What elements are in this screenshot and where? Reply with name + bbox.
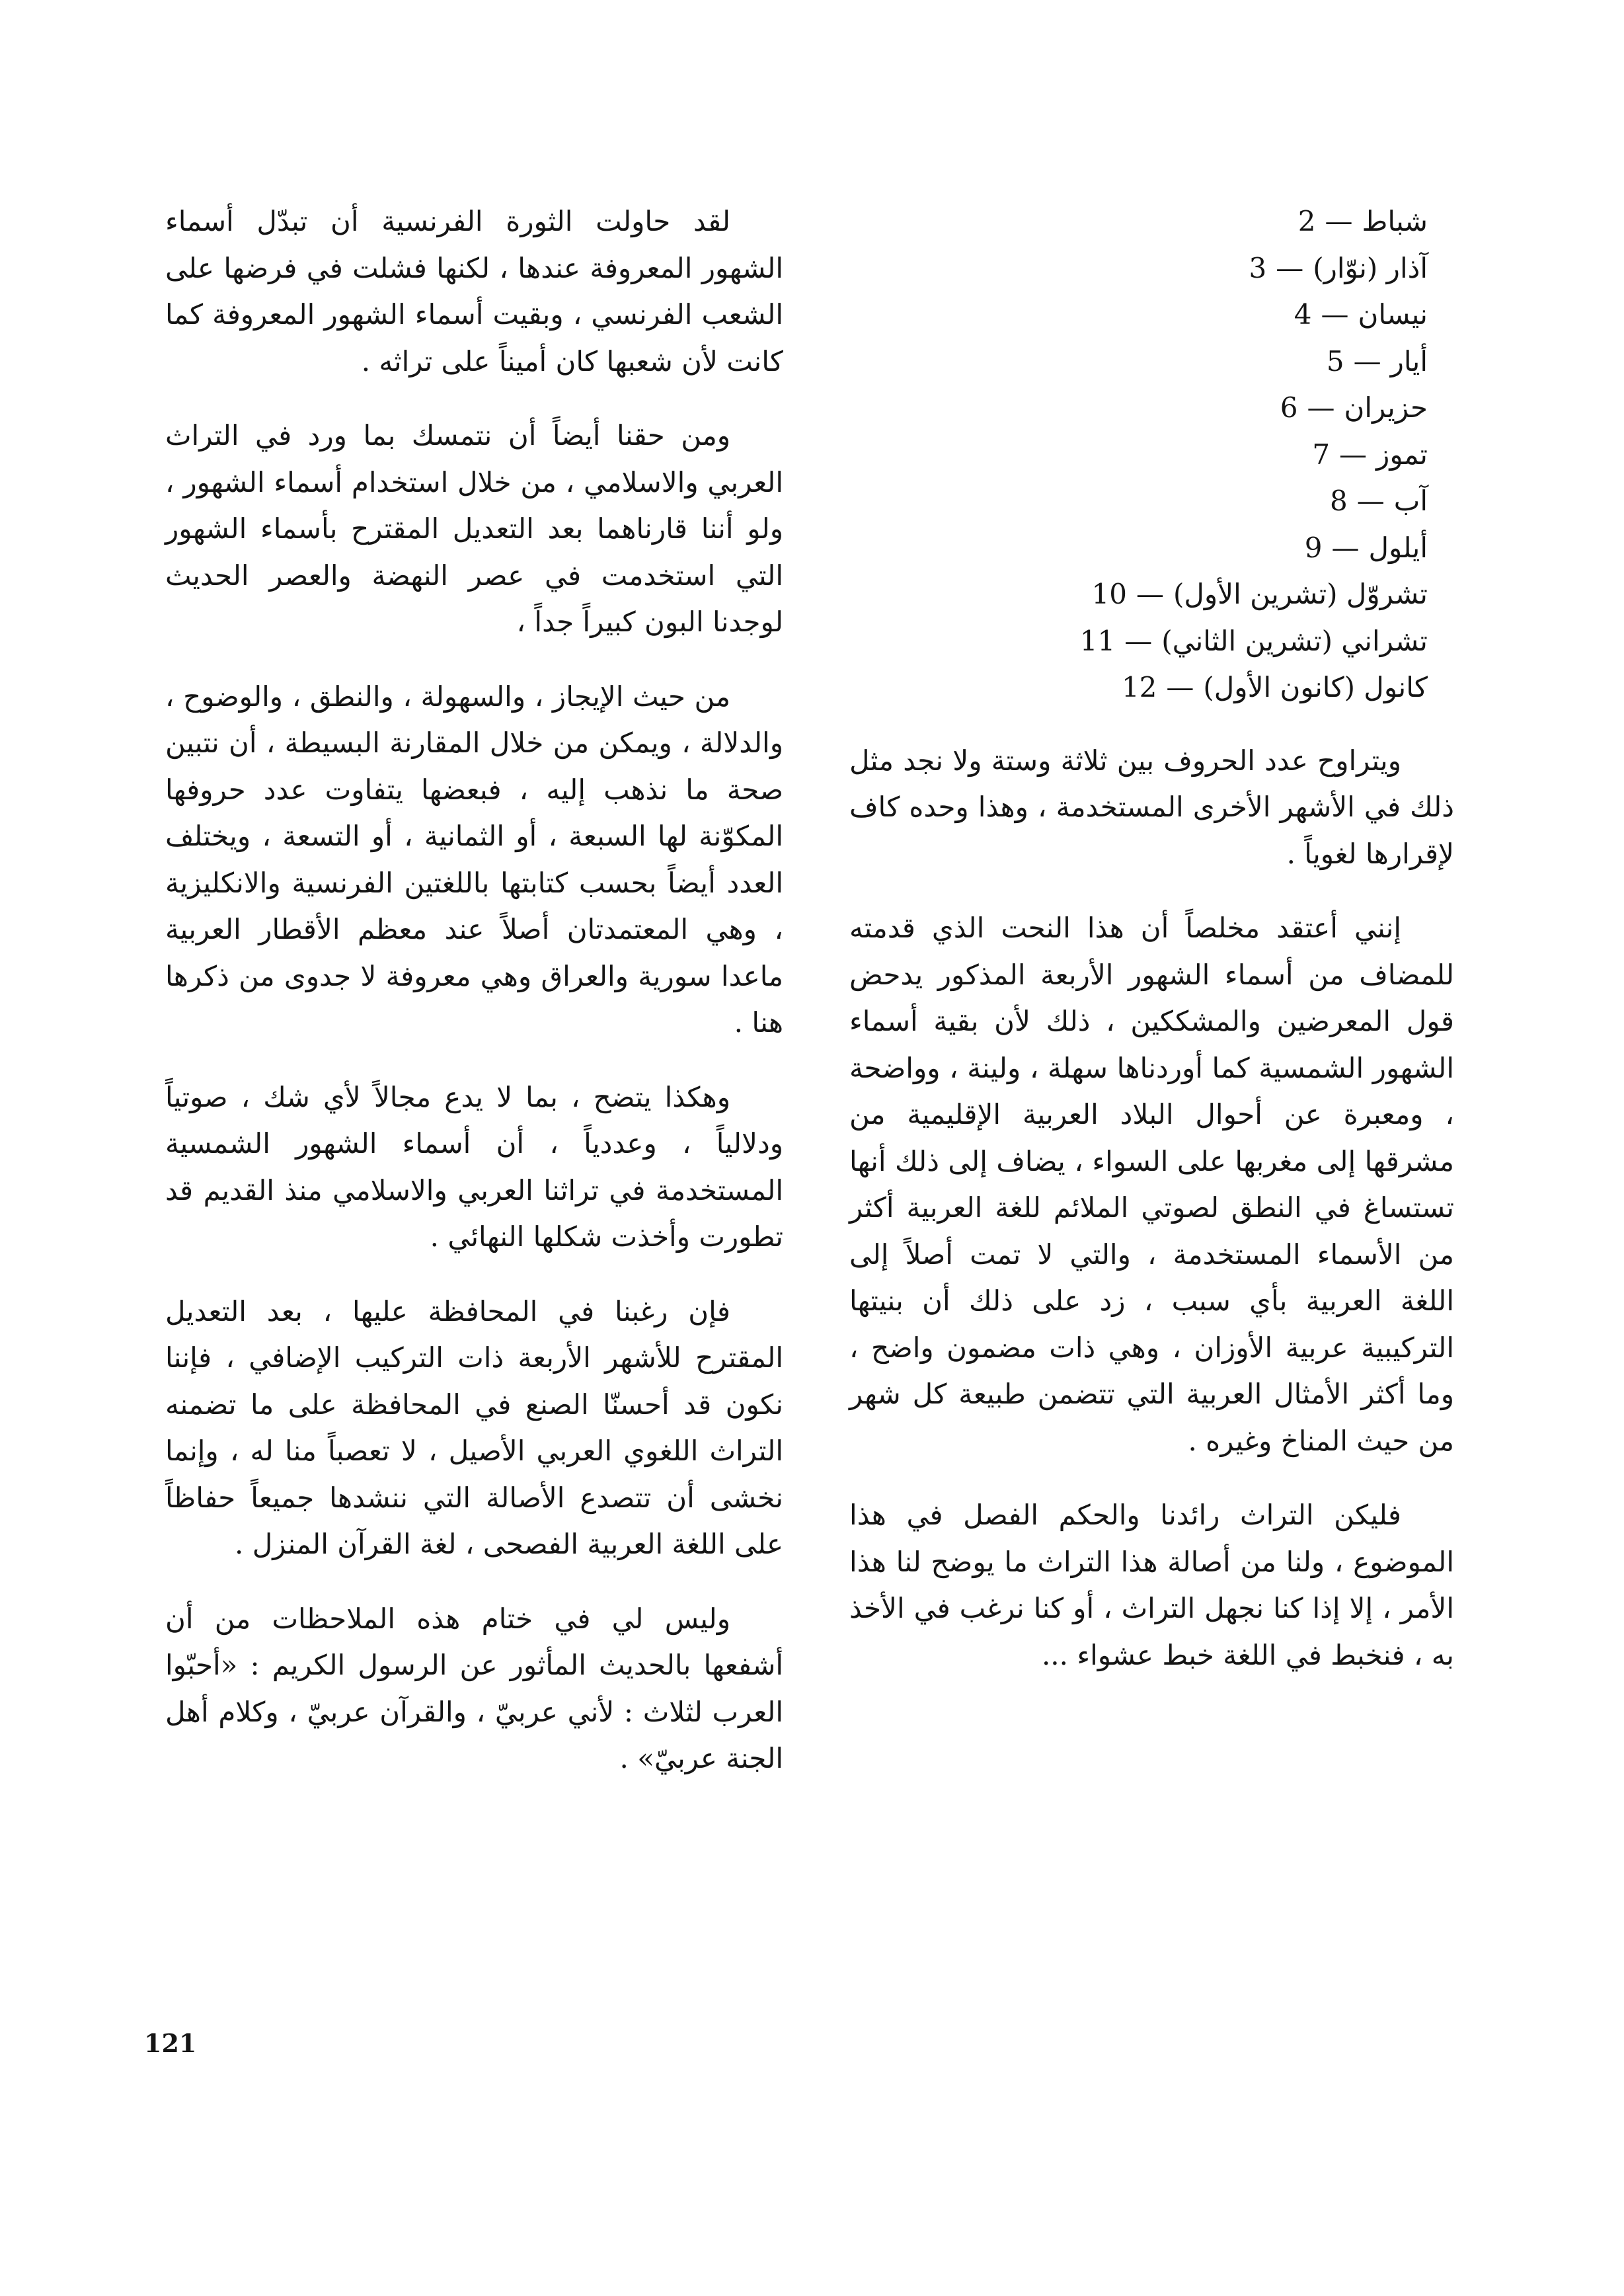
month-dash: — [1325,205,1353,237]
month-dash: — [1136,578,1164,610]
month-number: 8 [1330,485,1348,517]
month-name: حزيران [1344,391,1428,424]
paragraph: إنني أعتقد مخلصاً أن هذا النحت الذي قدمته للمضاف من أسماء الشهور الأربعة المذكور يدحض قول المعرضين والمشككين ، ذلك لأن بقية أسماء الشهور الشمسية كما أوردناها سهلة ، ولينة ، وواضحة ، ومعبرة عن أحوال البلاد العربية الإقليمية من مشرقها إلى مغربها على السواء ، يضاف إلى ذلك أنها تستساغ في النطق لصوتي الملائم للغة العربية أكثر من الأسماء المستخدمة ، والتي لا تمت أصلاً إلى اللغة العربية بأي سبب ، زد على ذلك أن بنيتها التركيبية عربية الأوزان ، وهي ذات مضمون واضح ، وما أكثر الأمثال العربية التي تتضمن طبيعة كل شهر من حيث المناخ وغيره . [849,912,1454,1457]
month-number: 9 [1304,531,1323,564]
month-name: أيار [1390,344,1428,377]
right-column [849,198,1454,1706]
page-number: 121 [144,2028,197,2058]
month-item [849,198,1454,245]
month-number: 7 [1312,438,1331,471]
month-dash: — [1339,438,1368,471]
paragraph: لقد حاولت الثورة الفرنسية أن تبدّل أسماء الشهور المعروفة عندها ، لكنها فشلت في فرضها على الشعب الفرنسي ، وبقيت أسماء الشهور المعروفة كما كانت لأن شعبها كان أميناً على تراثه . [165,205,783,377]
month-name: تموز [1376,438,1428,471]
month-number: 10 [1091,578,1127,610]
month-name: كانول (كانون الأول) [1203,671,1428,703]
paragraph: من حيث الإيجاز ، والسهولة ، والنطق ، والوضوح ، والدلالة ، ويمكن من خلال المقارنة البسيطة ، أن نتبين صحة ما نذهب إليه ، فبعضها يتفاوت عدد حروفها المكوّنة لها السبعة ، أو الثمانية ، أو التسعة ، ويختلف العدد أيضاً بحسب كتابتها باللغتين الفرنسية والانكليزية ، وهي المعتمدتان أصلاً عند معظم الأقطار العربية ماعدا سورية والعراق وهي معروفة لا جدوى من ذكرها هنا . [165,680,783,1039]
month-dash: — [1356,485,1385,517]
month-number: 5 [1326,344,1344,377]
month-name: آذار (نوّار) [1313,251,1428,284]
month-item [849,432,1454,479]
month-number: 11 [1079,624,1116,657]
month-name: شباط [1362,205,1428,237]
month-dash: — [1276,251,1304,284]
month-dash: — [1321,298,1349,331]
paragraph: وليس لي في ختام هذه الملاحظات من أن أشفعها بالحديث المأثور عن الرسول الكريم : «أحبّوا العرب لثلاث : لأني عربيّ ، والقرآن عربيّ ، وكلام أهل الجنة عربيّ» . [165,1602,783,1774]
paragraph: فإن رغبنا في المحافظة عليها ، بعد التعديل المقترح للأشهر الأربعة ذات التركيب الإضافي ، فإننا نكون قد أحسنّا الصنع في المحافظة على ما تضمنه التراث اللغوي العربي الأصيل ، لا تعصباً منا له ، وإنما نخشى أن تتصدع الأصالة التي ننشدها جميعاً حفاظاً على اللغة العربية الفصحى ، لغة القرآن المنزل . [165,1294,783,1560]
month-dash: — [1307,391,1335,424]
month-dash: — [1331,531,1360,564]
month-list [849,198,1454,711]
month-name: تشروّل (تشرين الأول) [1173,578,1428,610]
month-number: 6 [1280,391,1298,424]
month-name: تشراني (تشرين الثاني) [1161,624,1428,657]
month-dash: — [1166,671,1194,703]
month-name: آب [1393,485,1428,517]
month-number: 12 [1121,671,1157,703]
month-item [849,618,1454,665]
month-item [849,664,1454,711]
month-name: أيلول [1368,531,1428,564]
month-name: نيسان [1358,298,1428,331]
month-number: 4 [1294,298,1312,331]
left-column [165,198,783,1810]
month-number: 3 [1249,251,1267,284]
month-dash: — [1124,624,1153,657]
paragraph: وهكذا يتضح ، بما لا يدع مجالاً لأي شك ، صوتياً ودلالياً ، وعددياً ، أن أسماء الشهور الشمسية المستخدمة في تراثنا العربي والاسلامي منذ القديم قد تطورت وأخذت شكلها النهائي . [165,1080,783,1253]
month-number: 2 [1297,205,1316,237]
paragraph: ومن حقنا أيضاً أن نتمسك بما ورد في التراث العربي والاسلامي ، من خلال استخدام أسماء الشهور ، ولو أننا قارناهما بعد التعديل المقترح بأسماء الشهور التي استخدمت في عصر النهضة والعصر الحديث لوجدنا البون كبيراً جداً ، [165,419,783,638]
month-item [849,385,1454,432]
month-item [849,292,1454,338]
month-item [849,338,1454,385]
month-item [849,478,1454,525]
month-item [849,245,1454,292]
month-item [849,571,1454,618]
paragraph: فليكن التراث رائدنا والحكم الفصل في هذا الموضوع ، ولنا من أصالة هذا التراث ما يوضح لنا هذا الأمر ، إلا إذا كنا نجهل التراث ، أو كنا نرغب في الأخذ به ، فنخبط في اللغة خبط عشواء ... [849,1499,1455,1671]
month-dash: — [1353,344,1381,377]
month-item [849,525,1454,572]
paragraph: ويتراوح عدد الحروف بين ثلاثة وستة ولا نجد مثل ذلك في الأشهر الأخرى المستخدمة ، وهذا وحده كاف لإقرارها لغوياً . [849,744,1454,870]
